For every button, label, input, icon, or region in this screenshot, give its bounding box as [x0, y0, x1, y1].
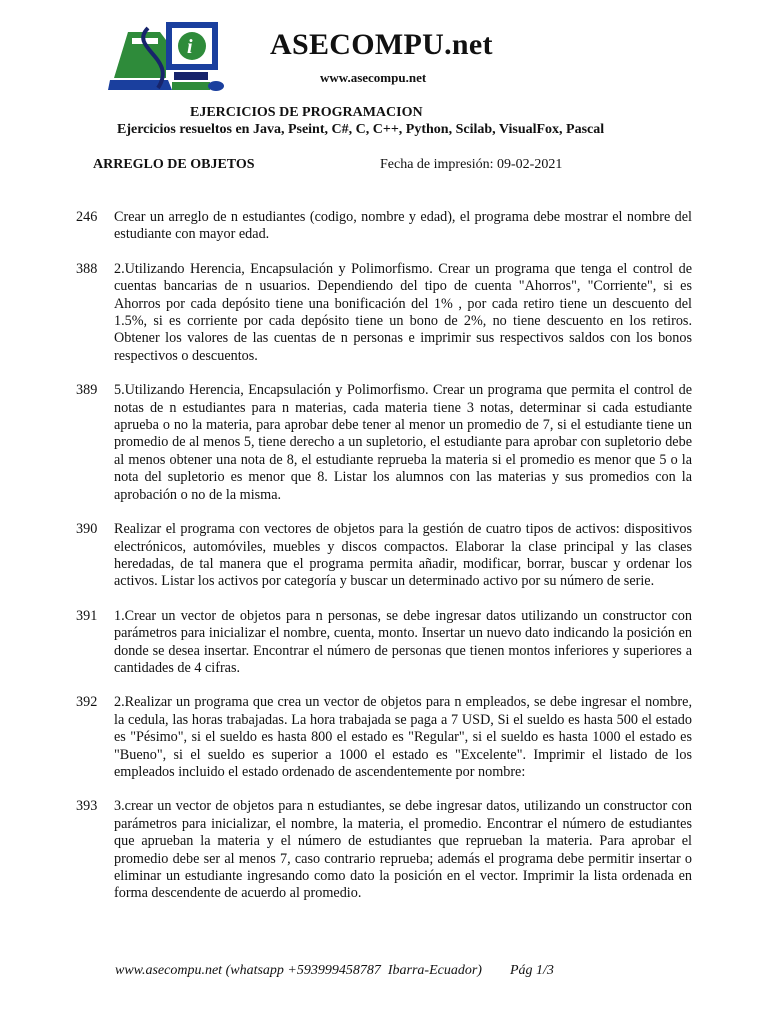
exercise-item [76, 209, 692, 244]
exercise-text: 1.Crear un vector de objetos para n personas, se debe ingresar datos utilizando un constructor con parámetros para inicializar el nombre, cuenta, monto. Insertar un nuevo dato indicando la posición en donde se desea insertar. Encontrar el número de personas que tienen montos inferiores y superiores a cantidades de 4 cifras. [114, 607, 692, 676]
exercise-number: 391 [76, 607, 98, 624]
exercise-text: 2.Realizar un programa que crea un vector de objetos para n empleados, se debe ingresar el nombre, la cedula, las horas trabajadas. La hora trabajada se paga a 7 USD, Si el sueldo es hasta 500 el estado es "Pésimo", si el sueldo es hasta 800 el estado es "Regular", si el sueldo es hasta 1000 el estado es "Bueno", si el sueldo es superior a 1000 el estado es "Excelente". Imprimir el listado de los empleados incluido el estado ordenado de ascendentemente por nombre: [114, 694, 692, 780]
exercise-number: 393 [76, 798, 98, 815]
exercise-number: 389 [76, 382, 98, 399]
exercise-item [76, 521, 692, 591]
exercise-number: 390 [76, 521, 98, 538]
exercise-item [76, 261, 692, 365]
exercise-item [76, 798, 692, 902]
exercise-text: 5.Utilizando Herencia, Encapsulación y Polimorfismo. Crear un programa que permita el control de notas de n estudiantes para n materias, cada materia tiene 3 notas, determinar si cada estudiante aprueba o no la materia, para aprobar debe tener al menor un promedio de 7, si el estudiante tiene un promedio de al menos 5, tiene derecho a un supletorio, el estudiante para aprobar con supletorio debe al menos obtener una nota de 8, el estudiante reprueba la materia si el promedio es menor que 5 o la nota del supletorio es menor que 8. Listar los alumnos con las materias y sus promedios con la aprobación o no de la misma. [114, 382, 692, 503]
exercise-text: 2.Utilizando Herencia, Encapsulación y Polimorfismo. Crear un programa que tenga el control de cuentas bancarias de n usuarios. Dependiendo del tipo de cuenta "Ahorros", "Corriente", si es Ahorros por cada depósito tiene una bonificación del 1% , por cada retiro tiene un descuento del 1.5%, si es corriente por cada depósito tiene un bono de 2%, no tiene descuento en los retiros. Obtener los valores de las cuentas de n personas e imprimir sus respectivos saldos con los bonos respectivos o descuentos. [114, 260, 692, 364]
exercise-item [76, 694, 692, 781]
exercise-number: 392 [76, 694, 98, 711]
exercise-number: 388 [76, 260, 98, 277]
asecompu-logo [108, 18, 226, 94]
exercise-text: Crear un arreglo de n estudiantes (codigo, nombre y edad), el programa debe mostrar el nombre del estudiante con mayor edad. [114, 209, 692, 243]
document-subheading: Ejercicios resueltos en Java, Pseint, C#, C, C++, Python, Scilab, VisualFox, Pascal [117, 122, 605, 137]
site-title: ASECOMPU.net [270, 28, 493, 61]
site-url[interactable]: www.asecompu.net [320, 70, 427, 85]
page-footer: www.asecompu.net (whatsapp +593999458787 Ibarra-Ecuador) Pág 1/3 [115, 963, 554, 978]
svg-text:i: i [187, 36, 193, 58]
exercise-item [76, 608, 692, 678]
exercise-text: 3.crear un vector de objetos para n estudiantes, se debe ingresar datos, utilizando un constructor con parámetros para inicializar, el nombre, la materia, el promedio. Encontrar el número de estudiantes que aprueban la materia y el número de estudiantes que reprueban la materia. Para aprobar el promedio debe ser al menos 7, caso contrario reprueba; además el programa debe permitir insertar o eliminar un estudiante ingresando como dato la posición en el vector. Imprimir la lista ordenada en forma descendente de acuerdo al promedio. [114, 798, 692, 902]
exercise-text: Realizar el programa con vectores de objetos para la gestión de cuatro tipos de activos: dispositivos electrónicos, automóviles, muebles y discos compactos. Elaborar la clase principal y las clases heredadas, de tal manera que el programa permita añadir, modificar, borrar, buscar y ordenar los activos. Listar los activos por categoría y buscar un determinado activo por su número de serie. [114, 521, 692, 590]
exercise-list [76, 209, 692, 920]
document-heading: EJERCICIOS DE PROGRAMACION [190, 105, 423, 120]
print-date: Fecha de impresión: 09-02-2021 [380, 157, 563, 172]
section-title: ARREGLO DE OBJETOS [93, 157, 255, 172]
exercise-number: 246 [76, 209, 98, 225]
exercise-item [76, 382, 692, 504]
